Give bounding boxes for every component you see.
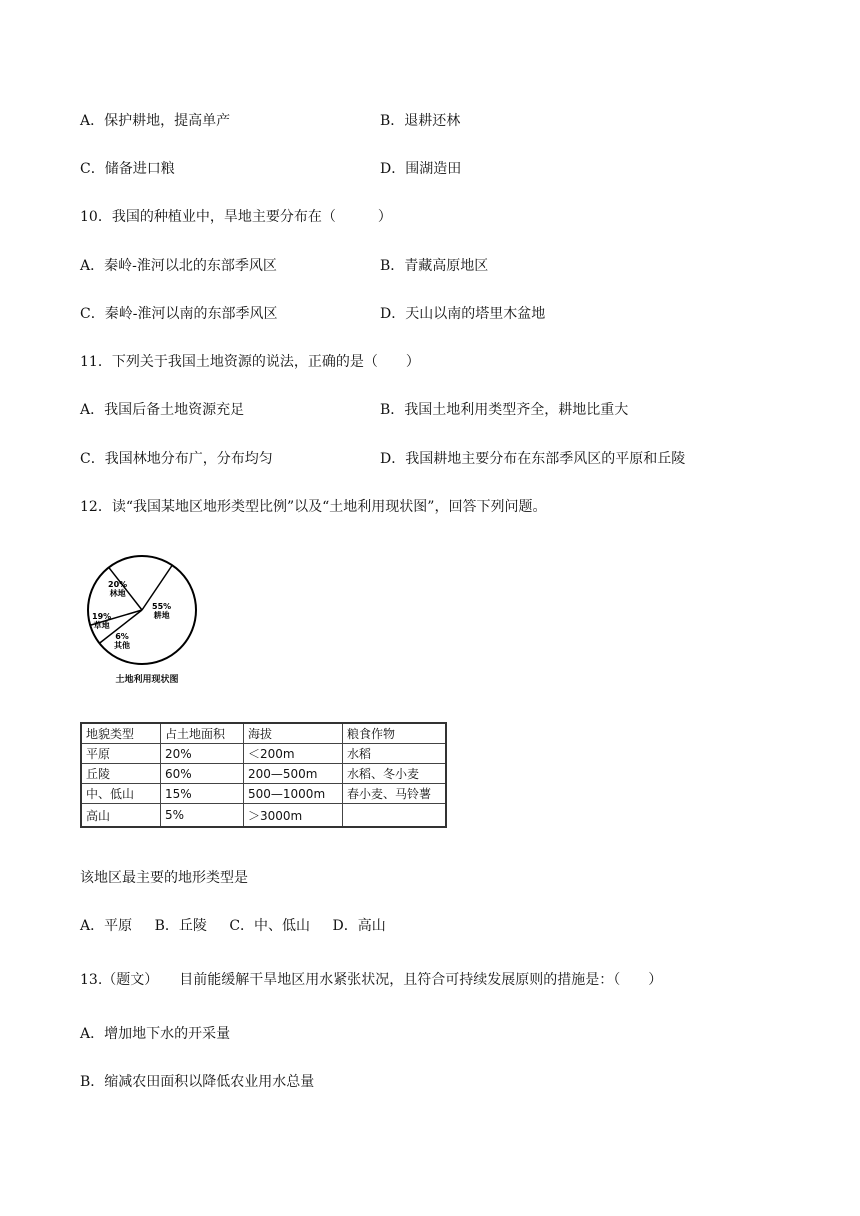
landform-table <box>80 722 447 828</box>
q11-option-b: B．我国土地利用类型齐全，耕地比重大 <box>380 402 629 418</box>
q12-option-c: C．中、低山 <box>229 918 311 934</box>
table-cell: 春小麦、马铃薯 <box>343 784 447 804</box>
pie-title: 土地利用现状图 <box>115 675 179 685</box>
q9-option-a: A．保护耕地，提高单产 <box>80 113 231 129</box>
q11-option-d: D．我国耕地主要分布在东部季风区的平原和丘陵 <box>380 451 686 467</box>
table-header-cell: 粮食作物 <box>343 723 447 744</box>
q12-option-a: A．平原 <box>80 918 133 934</box>
q10-stem: 10．我国的种植业中，旱地主要分布在（ ） <box>80 209 392 225</box>
q11-option-a: A．我国后备土地资源充足 <box>80 402 245 418</box>
pie-label-grassland: 19% 草地 <box>92 612 112 630</box>
table-cell: 15% <box>161 784 244 804</box>
q11-option-c: C．我国林地分布广，分布均匀 <box>80 451 273 467</box>
table-row <box>81 744 446 764</box>
q12-stem: 12．读“我国某地区地形类型比例”以及“土地利用现状图”，回答下列问题。 <box>80 499 547 515</box>
q12-option-b: B．丘陵 <box>154 918 207 934</box>
table-header-cell: 占土地面积 <box>161 723 244 744</box>
table-cell: 60% <box>161 764 244 784</box>
table-cell <box>343 804 447 828</box>
table-cell: ＜200m <box>244 744 343 764</box>
table-cell: 平原 <box>81 744 161 764</box>
q13-option-a: A．增加地下水的开采量 <box>80 1026 231 1042</box>
table-row <box>81 804 446 828</box>
q10-option-b: B．青藏高原地区 <box>380 258 489 274</box>
table-cell: 5% <box>161 804 244 828</box>
table-cell: 高山 <box>81 804 161 828</box>
q13-option-b: B．缩减农田面积以降低农业用水总量 <box>80 1074 315 1090</box>
pie-label-farmland: 55% 耕地 <box>152 602 172 620</box>
q12-option-d: D．高山 <box>332 918 386 934</box>
q10-option-c: C．秦岭-淮河以南的东部季风区 <box>80 306 278 322</box>
table-cell: 200—500m <box>244 764 343 784</box>
q10-option-a: A．秦岭-淮河以北的东部季风区 <box>80 258 277 274</box>
q10-option-d: D．天山以南的塔里木盆地 <box>380 306 546 322</box>
q9-option-c: C．储备进口粮 <box>80 161 175 177</box>
q12-options <box>80 916 404 936</box>
q11-stem: 11．下列关于我国土地资源的说法，正确的是（ ） <box>80 354 420 370</box>
table-row <box>81 764 446 784</box>
table-cell: 20% <box>161 744 244 764</box>
land-use-pie-chart <box>78 548 208 688</box>
q9-option-b: B．退耕还林 <box>380 113 461 129</box>
q9-option-d: D．围湖造田 <box>380 161 462 177</box>
q12-sub-question: 该地区最主要的地形类型是 <box>80 870 248 886</box>
table-cell: 中、低山 <box>81 784 161 804</box>
pie-label-forest: 20% 林地 <box>108 580 128 598</box>
table-cell: ＞3000m <box>244 804 343 828</box>
pie-svg <box>78 548 208 672</box>
table-cell: 500—1000m <box>244 784 343 804</box>
table-row <box>81 784 446 804</box>
pie-label-other: 6% 其他 <box>114 632 130 650</box>
table-header-row <box>81 723 446 744</box>
table-header-cell: 地貌类型 <box>81 723 161 744</box>
table-cell: 水稻 <box>343 744 447 764</box>
table-cell: 丘陵 <box>81 764 161 784</box>
table-header-cell: 海拔 <box>244 723 343 744</box>
q13-stem: 13.（题文） 目前能缓解干旱地区用水紧张状况，且符合可持续发展原则的措施是：（ ） <box>80 972 663 988</box>
table-cell: 水稻、冬小麦 <box>343 764 447 784</box>
